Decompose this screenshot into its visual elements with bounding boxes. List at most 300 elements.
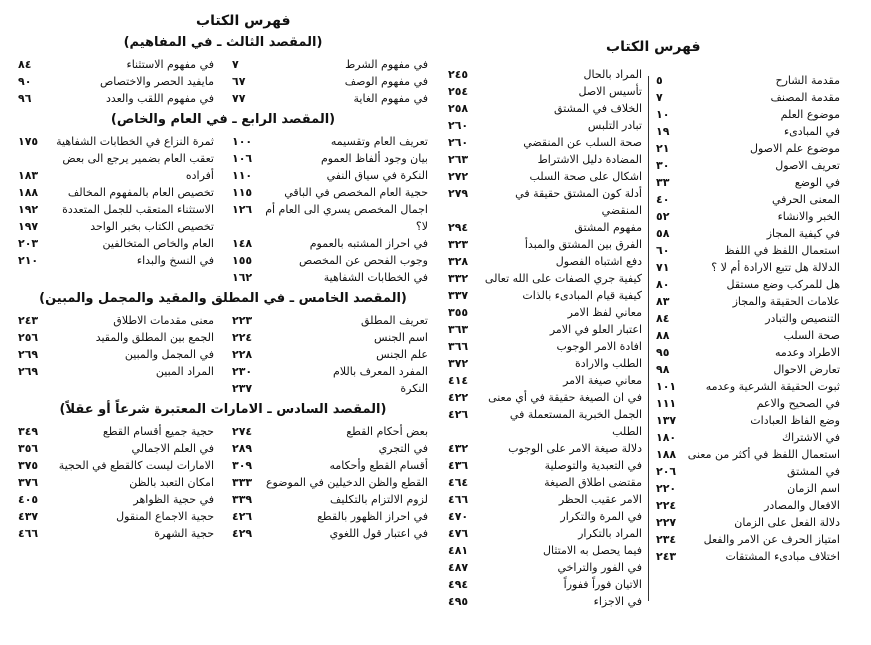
entry-page-number: ٢٢٧ — [656, 516, 677, 529]
index-entry — [18, 312, 214, 329]
entry-page-number: ١٥٥ — [232, 254, 253, 267]
index-entry — [656, 106, 840, 123]
entry-title: العام والخاص المتخالفين — [102, 237, 214, 250]
section-right-column — [232, 56, 428, 107]
entry-title: حجية العام المخصص في الباقي — [284, 186, 428, 199]
entry-title: المراد بالحال — [583, 68, 642, 81]
index-entry — [232, 525, 428, 542]
entry-title: مقدمة الشارح — [775, 74, 840, 87]
index-entry — [232, 90, 428, 107]
entry-page-number: ٢٦٩ — [18, 365, 39, 378]
entry-title: صحة السلب — [783, 329, 840, 342]
entry-title: أدلة كون المشتق حقيقة في المنقضي — [515, 187, 642, 217]
entry-title: دفع اشتباه الفصول — [555, 255, 642, 268]
entry-page-number: ٢٦٠ — [448, 119, 469, 132]
entry-page-number: ٢٥٨ — [448, 102, 469, 115]
index-entry — [656, 361, 840, 378]
entry-page-number: ١٠٦ — [232, 152, 253, 165]
index-entry — [656, 497, 840, 514]
index-entry — [232, 73, 428, 90]
entry-title: تعريف العام وتقسيمه — [330, 135, 428, 148]
entry-page-number: ٤٣٢ — [448, 442, 469, 455]
entry-title: تعريف المطلق — [361, 314, 428, 327]
entry-page-number: ٤١٤ — [448, 374, 469, 387]
entry-title: في حجية الظواهر — [133, 493, 214, 506]
index-entry — [656, 259, 840, 276]
entry-page-number: ٣٣٣ — [232, 476, 253, 489]
index-entry — [232, 235, 428, 252]
index-entry — [656, 344, 840, 361]
entry-page-number: ٣٢٣ — [448, 238, 469, 251]
entry-title: الامر عقيب الحظر — [558, 493, 642, 506]
section — [18, 111, 428, 286]
index-entry — [18, 363, 214, 380]
entry-title: تخصيص الكتاب بخبر الواحد — [90, 220, 214, 233]
entry-page-number: ٤٢٦ — [232, 510, 253, 523]
entry-title: فيما يحصل به الامتثال — [543, 544, 642, 557]
index-entry — [448, 100, 642, 117]
index-entry — [18, 73, 214, 90]
entry-page-number: ٢٧٢ — [448, 170, 469, 183]
entry-page-number: ٢٧٩ — [448, 187, 469, 200]
entry-title: أقسام القطع وأحكامه — [329, 459, 428, 472]
section — [18, 290, 428, 397]
entry-page-number: ٢٣٤ — [656, 533, 677, 546]
entry-title: المراد بالتكرار — [578, 527, 642, 540]
entry-title: تعارض الاحوال — [773, 363, 840, 376]
index-entry — [448, 338, 642, 355]
entry-page-number: ٦٧ — [232, 75, 246, 88]
entry-title: الجمع بين المطلق والمقيد — [95, 331, 214, 344]
entry-title: بعض أحكام القطع — [346, 425, 428, 438]
index-entry — [656, 327, 840, 344]
entry-title: بيان وجود ألفاظ العموم — [320, 152, 428, 165]
entry-title: افادة الامر الوجوب — [556, 340, 642, 353]
index-entry — [18, 491, 214, 508]
entry-title: استعمال اللفظ في أكثر من معنى — [687, 448, 840, 461]
index-entry — [18, 508, 214, 525]
entry-page-number: ٣٠٩ — [232, 459, 253, 472]
entry-page-number: ٢٢٣ — [232, 314, 253, 327]
entry-title: النكرة في سياق النفي — [326, 169, 428, 182]
entry-title: مفهوم المشتق — [574, 221, 642, 234]
entry-page-number: ٢٢٨ — [232, 348, 253, 361]
entry-page-number: ٢٩٤ — [448, 221, 469, 234]
entry-page-number: ٣٦٣ — [448, 323, 469, 336]
entry-page-number: ٣٧٦ — [18, 476, 39, 489]
entry-page-number: ٨٤ — [656, 312, 670, 325]
index-entry — [232, 346, 428, 363]
entry-page-number: ٢٨٩ — [232, 442, 253, 455]
index-entry — [232, 508, 428, 525]
index-entry — [448, 593, 642, 610]
entry-title: في الصحيح والاعم — [756, 397, 840, 410]
index-entry — [18, 525, 214, 542]
entry-title: في الاجزاء — [593, 595, 642, 608]
index-entry — [232, 380, 428, 397]
entry-title: اسم الزمان — [787, 482, 840, 495]
entry-title: علم الجنس — [376, 348, 428, 361]
index-entry — [18, 201, 214, 218]
entry-title: الخلاف في المشتق — [554, 102, 642, 115]
index-entry — [656, 208, 840, 225]
entry-page-number: ٢٢٠ — [656, 482, 677, 495]
entry-page-number: ٢٤٣ — [656, 550, 677, 563]
entry-title: في التجري — [378, 442, 428, 455]
column-divider — [648, 76, 649, 601]
entry-page-number: ١٦٢ — [232, 271, 253, 284]
entry-title: المراد المبين — [155, 365, 214, 378]
entry-title: في المبادىء — [783, 125, 840, 138]
index-entry — [448, 576, 642, 593]
entry-title: تأسيس الاصل — [578, 85, 642, 98]
entry-title: صحة السلب عن المنقضي — [523, 136, 642, 149]
index-entry — [232, 56, 428, 73]
entry-title: في العلم الاجمالي — [131, 442, 214, 455]
index-entry — [656, 395, 840, 412]
index-entry — [448, 389, 642, 406]
index-entry — [18, 133, 214, 150]
entry-title: كيفية قيام المبادىء بالذات — [522, 289, 642, 302]
entry-title: موضوع علم الاصول — [749, 142, 840, 155]
entry-page-number: ٩٥ — [656, 346, 670, 359]
index-entry — [448, 525, 642, 542]
index-entry — [18, 329, 214, 346]
entry-title: في التعبدية والتوصلية — [544, 459, 642, 472]
entry-page-number: ٨٤ — [18, 58, 32, 71]
entry-title: الفرق بين المشتق والمبدأ — [524, 238, 642, 251]
entry-page-number: ٢٦٣ — [448, 153, 469, 166]
entry-page-number: ٢١٠ — [18, 254, 39, 267]
index-entry — [18, 90, 214, 107]
section-left-column — [18, 56, 214, 107]
entry-title: اسم الجنس — [374, 331, 428, 344]
entry-page-number: ١٠١ — [656, 380, 677, 393]
entry-page-number: ٩٠ — [18, 75, 32, 88]
entry-page-number: ٤٨١ — [448, 544, 469, 557]
index-entry — [656, 480, 840, 497]
entry-title: الاتيان فوراً ففوراً — [563, 578, 642, 591]
index-entry — [448, 219, 642, 236]
index-entry — [656, 123, 840, 140]
entry-title: في مفهوم الاستثناء — [126, 58, 214, 71]
entry-title: اشكال على صحة السلب — [529, 170, 642, 183]
entry-page-number: ٤٧٠ — [448, 510, 469, 523]
index-entry — [448, 372, 642, 389]
entry-title: الاطراد وعدمه — [774, 346, 840, 359]
entry-page-number: ٣٣٩ — [232, 493, 253, 506]
section-heading: (المقصد الرابع ـ في العام والخاص) — [110, 112, 336, 127]
entry-title: معاني صيغة الامر — [563, 374, 642, 387]
entry-page-number: ١٩٢ — [18, 203, 39, 216]
entry-title: مقتضى اطلاق الصيغة — [544, 476, 642, 489]
entry-title: المعنى الحرفي — [771, 193, 840, 206]
entry-page-number: ٧ — [232, 58, 239, 71]
index-entry — [18, 218, 214, 235]
entry-page-number: ٦٠ — [656, 244, 670, 257]
entry-title: الطلب والارادة — [574, 357, 642, 370]
index-entry — [656, 242, 840, 259]
right-page-column-1 — [656, 72, 840, 565]
index-entry — [656, 378, 840, 395]
entry-page-number: ١٨٠ — [656, 431, 677, 444]
entry-title: القطع والظن الدخيلين في الموضوع — [265, 476, 428, 489]
index-entry — [448, 151, 642, 168]
entry-title: كيفية جري الصفات على الله تعالى — [484, 272, 642, 285]
entry-title: موضوع العلم — [780, 108, 840, 121]
section-heading: (المقصد السادس ـ الامارات المعتبرة شرعاً أو عقلاً) — [59, 402, 387, 417]
entry-title: هل للمركب وضع مستقل — [726, 278, 840, 291]
entry-page-number: ٢٥٤ — [448, 85, 469, 98]
entry-page-number: ٤٢٦ — [448, 408, 469, 421]
entry-page-number: ٥ — [656, 74, 663, 87]
index-entry — [448, 168, 642, 185]
entry-title: حجية الشهرة — [154, 527, 214, 540]
entry-title: المضادة دليل الاشتراط — [537, 153, 642, 166]
entry-page-number: ٤٣٧ — [18, 510, 39, 523]
entry-page-number: ٢٧٤ — [232, 425, 253, 438]
entry-title: في الاشتراك — [782, 431, 840, 444]
entry-title: التنصيص والتبادر — [765, 312, 840, 325]
right-page-column-2 — [448, 66, 642, 610]
index-entry — [448, 83, 642, 100]
entry-page-number: ١١١ — [656, 397, 677, 410]
index-entry — [232, 423, 428, 440]
entry-title: في المجمل والمبين — [124, 348, 214, 361]
entry-page-number: ٩٦ — [18, 92, 32, 105]
entry-page-number: ١٣٧ — [656, 414, 677, 427]
index-entry — [18, 235, 214, 252]
index-entry — [656, 463, 840, 480]
index-entry — [656, 276, 840, 293]
index-entry — [656, 412, 840, 429]
index-entry — [656, 191, 840, 208]
entry-page-number: ٣٥٥ — [448, 306, 469, 319]
index-entry — [656, 72, 840, 89]
entry-page-number: ٤٩٤ — [448, 578, 469, 591]
entry-page-number: ١٠٠ — [232, 135, 253, 148]
index-entry — [232, 252, 428, 269]
entry-page-number: ٤٧٦ — [448, 527, 469, 540]
entry-title: اجمال المخصص يسري الى العام أم لا؟ — [265, 203, 428, 233]
index-entry — [232, 269, 428, 286]
entry-title: في المرة والتكرار — [560, 510, 642, 523]
left-page — [18, 32, 428, 546]
entry-title: الدلالة هل تتبع الارادة أم لا ؟ — [711, 261, 840, 274]
index-entry — [232, 201, 428, 235]
entry-page-number: ٨٣ — [656, 295, 670, 308]
entry-page-number: ٤٦٦ — [448, 493, 469, 506]
entry-title: مقدمة المصنف — [770, 91, 840, 104]
left-page-title: فهرس الكتاب — [196, 13, 291, 29]
entry-page-number: ٢٣٧ — [232, 382, 253, 395]
entry-page-number: ٤٣٦ — [448, 459, 469, 472]
entry-page-number: ٢٠٣ — [18, 237, 39, 250]
index-entry — [232, 329, 428, 346]
index-entry — [448, 185, 642, 219]
entry-page-number: ٧١ — [656, 261, 670, 274]
entry-page-number: ٣٦٦ — [448, 340, 469, 353]
entry-title: في المشتق — [787, 465, 840, 478]
entry-page-number: ٥٨ — [656, 227, 670, 240]
section-heading: (المقصد الثالث ـ في المفاهيم) — [123, 35, 323, 50]
index-entry — [18, 167, 214, 184]
index-entry — [232, 167, 428, 184]
section — [18, 34, 428, 107]
index-entry — [448, 304, 642, 321]
entry-page-number: ٢٢٤ — [656, 499, 677, 512]
entry-title: تبادر التلبس — [587, 119, 642, 132]
index-entry — [656, 157, 840, 174]
index-entry — [448, 542, 642, 559]
index-entry — [448, 457, 642, 474]
section-right-column — [232, 423, 428, 542]
entry-page-number: ٣٣٧ — [448, 289, 469, 302]
entry-page-number: ٣٣٢ — [448, 272, 469, 285]
index-entry — [232, 491, 428, 508]
entry-page-number: ٢٤٣ — [18, 314, 39, 327]
entry-title: الافعال والمصادر — [764, 499, 840, 512]
index-entry — [656, 225, 840, 242]
index-entry — [656, 531, 840, 548]
index-entry — [18, 346, 214, 363]
entry-title: في كيفية المجاز — [766, 227, 840, 240]
entry-page-number: ٧ — [656, 91, 663, 104]
entry-page-number: ٣٥٦ — [18, 442, 39, 455]
entry-page-number: ٢١ — [656, 142, 670, 155]
entry-page-number: ٤٦٤ — [448, 476, 469, 489]
entry-page-number: ٢٣٠ — [232, 365, 253, 378]
section-left-column — [18, 423, 214, 542]
entry-title: استعمال اللفظ في اللفظ — [724, 244, 840, 257]
right-page-title: فهرس الكتاب — [606, 39, 701, 55]
entry-page-number: ١١٠ — [232, 169, 253, 182]
entry-title: معاني لفظ الامر — [567, 306, 642, 319]
index-entry — [232, 474, 428, 491]
entry-page-number: ٢٤٥ — [448, 68, 469, 81]
index-entry — [656, 174, 840, 191]
entry-title: الجمل الخبرية المستعملة في الطلب — [509, 408, 642, 438]
entry-title: حجية جميع أقسام القطع — [102, 425, 214, 438]
entry-page-number: ٣٧٥ — [18, 459, 39, 472]
section-right-column — [232, 133, 428, 286]
index-entry — [656, 429, 840, 446]
index-entry — [18, 440, 214, 457]
entry-page-number: ٤٠ — [656, 193, 670, 206]
entry-title: في ان الصيغة حقيقة في أي معنى — [488, 391, 642, 404]
entry-title: في الوضع — [794, 176, 840, 189]
index-entry — [18, 184, 214, 201]
entry-title: في الخطابات الشفاهية — [323, 271, 428, 284]
entry-title: معنى مقدمات الاطلاق — [113, 314, 214, 327]
entry-page-number: ٣٣ — [656, 176, 670, 189]
entry-title: دلالة صيغة الامر على الوجوب — [508, 442, 642, 455]
index-entry — [448, 134, 642, 151]
entry-title: أفراده — [185, 169, 214, 182]
index-entry — [448, 440, 642, 457]
index-entry — [232, 363, 428, 380]
section-left-column — [18, 312, 214, 397]
index-entry — [18, 150, 214, 167]
index-entry — [448, 321, 642, 338]
index-entry — [448, 236, 642, 253]
section — [18, 401, 428, 542]
index-entry — [18, 252, 214, 269]
entry-page-number: ١٨٨ — [18, 186, 39, 199]
entry-title: في احراز المشتبه بالعموم — [309, 237, 428, 250]
entry-page-number: ٣٢٨ — [448, 255, 469, 268]
index-entry — [448, 508, 642, 525]
entry-title: في مفهوم الوصف — [344, 75, 428, 88]
index-entry — [656, 293, 840, 310]
entry-page-number: ١٠ — [656, 108, 670, 121]
index-entry — [656, 514, 840, 531]
entry-title: دلالة الفعل على الزمان — [734, 516, 840, 529]
index-entry — [448, 270, 642, 287]
entry-page-number: ١٢٦ — [232, 203, 253, 216]
entry-page-number: ١٤٨ — [232, 237, 253, 250]
index-entry — [656, 446, 840, 463]
entry-page-number: ٢٦٩ — [18, 348, 39, 361]
entry-page-number: ٢٦٠ — [448, 136, 469, 149]
entry-title: ثمرة النزاع في الخطابات الشفاهية — [56, 135, 214, 148]
entry-title: ثبوت الحقيقة الشرعية وعدمه — [705, 380, 840, 393]
entry-title: في مفهوم الغاية — [353, 92, 428, 105]
index-entry — [448, 66, 642, 83]
entry-title: تعقب العام بضمير يرجع الى بعض — [62, 152, 214, 165]
index-entry — [448, 491, 642, 508]
index-entry — [448, 474, 642, 491]
entry-title: في احراز الظهور بالقطع — [317, 510, 428, 523]
index-entry — [448, 117, 642, 134]
entry-page-number: ١١٥ — [232, 186, 253, 199]
index-entry — [448, 287, 642, 304]
entry-title: في اعتبار قول اللغوي — [329, 527, 428, 540]
entry-title: وجوب الفحص عن المخصص — [298, 254, 428, 267]
index-entry — [232, 184, 428, 201]
entry-page-number: ٤٨٧ — [448, 561, 469, 574]
entry-title: امكان التعبد بالظن — [129, 476, 214, 489]
entry-page-number: ١٨٣ — [18, 169, 39, 182]
entry-title: المفرد المعرف باللام — [333, 365, 428, 378]
entry-page-number: ٤٩٥ — [448, 595, 469, 608]
index-entry — [232, 133, 428, 150]
entry-page-number: ١٨٨ — [656, 448, 677, 461]
index-entry — [18, 56, 214, 73]
index-entry — [232, 150, 428, 167]
entry-page-number: ١٧٥ — [18, 135, 39, 148]
entry-title: في مفهوم الشرط — [345, 58, 428, 71]
index-entry — [18, 457, 214, 474]
entry-title: في الفور والتراخي — [557, 561, 642, 574]
entry-title: النكرة — [400, 382, 428, 395]
entry-page-number: ٤٦٦ — [18, 527, 39, 540]
section-left-column — [18, 133, 214, 286]
entry-page-number: ٩٨ — [656, 363, 670, 376]
entry-page-number: ٣٧٢ — [448, 357, 469, 370]
entry-title: في النسخ والبداء — [136, 254, 214, 267]
entry-page-number: ٤٢٢ — [448, 391, 469, 404]
index-entry — [232, 457, 428, 474]
index-entry — [656, 548, 840, 565]
entry-title: اعتبار العلو في الامر — [549, 323, 642, 336]
entry-page-number: ٢٥٦ — [18, 331, 39, 344]
index-entry — [656, 140, 840, 157]
entry-page-number: ١٩ — [656, 125, 670, 138]
entry-title: امتياز الحرف عن الامر والفعل — [703, 533, 840, 546]
entry-title: في مفهوم اللقب والعدد — [105, 92, 214, 105]
entry-title: تخصيص العام بالمفهوم المخالف — [67, 186, 214, 199]
